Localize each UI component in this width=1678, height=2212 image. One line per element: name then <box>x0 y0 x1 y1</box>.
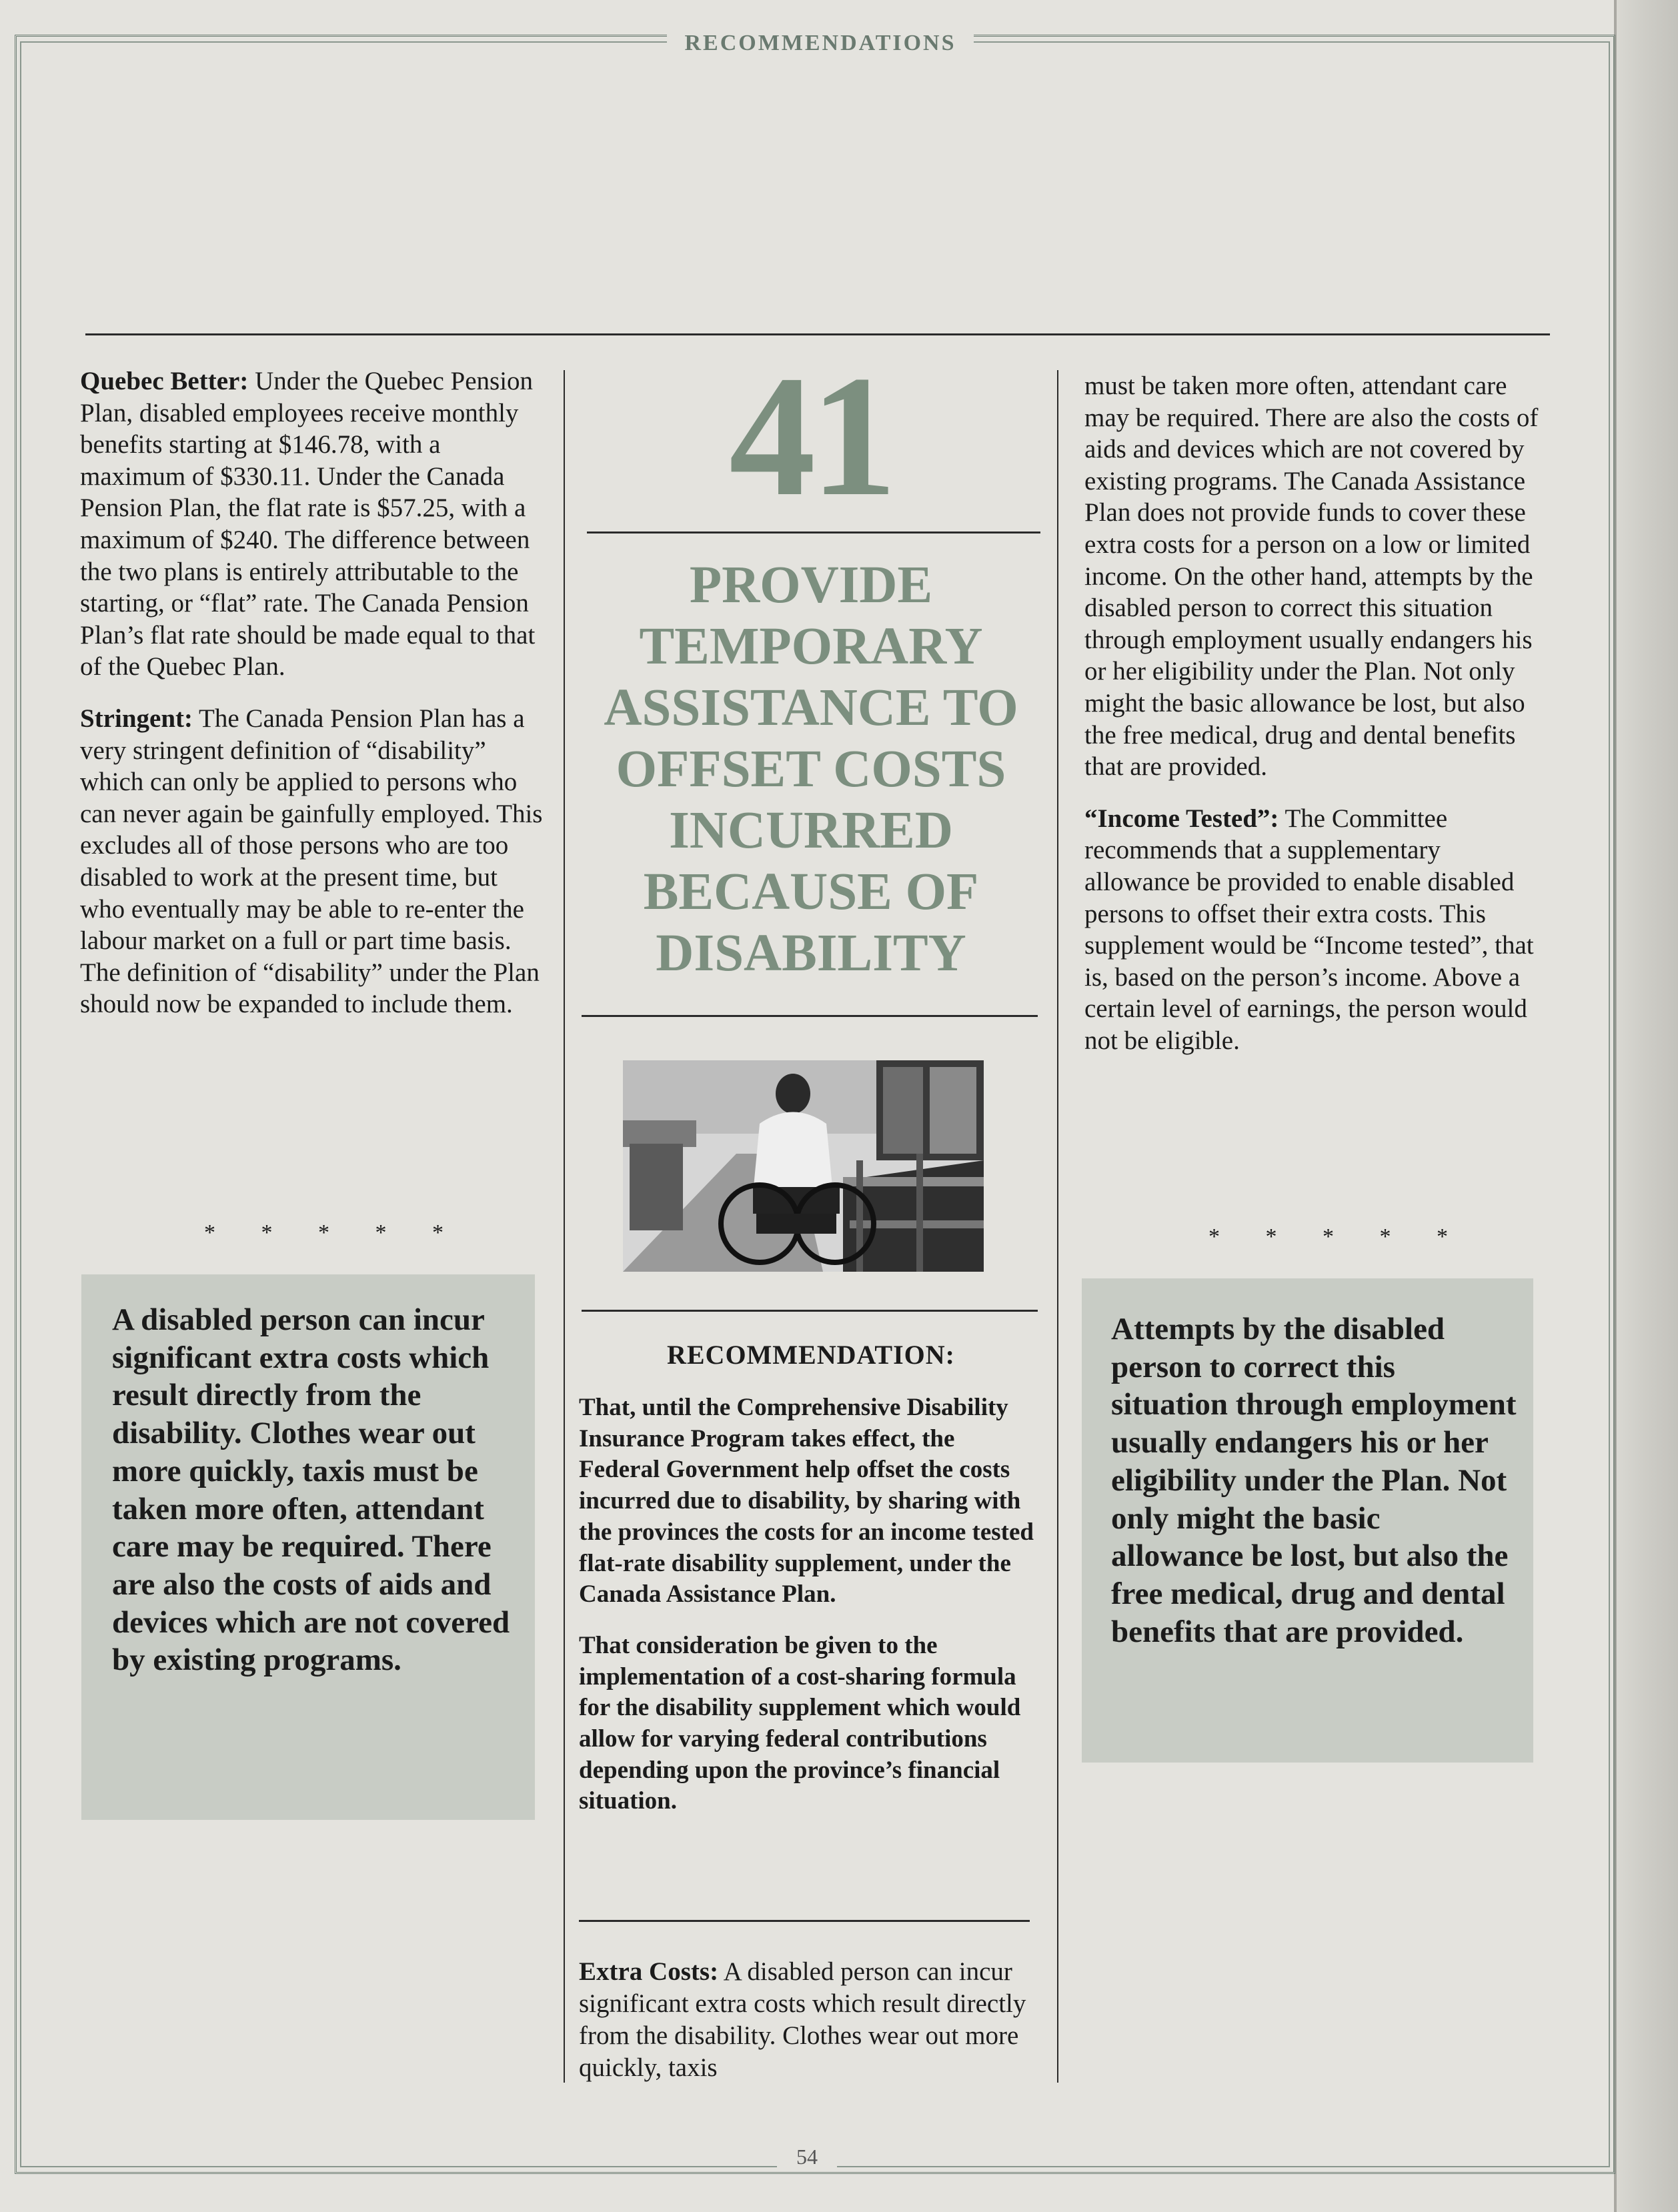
paragraph-continued <box>1084 370 1551 783</box>
paragraph-income-tested <box>1084 803 1551 1057</box>
paragraph-text: Under the Quebec Pension Plan, disabled employees receive monthly benefits starting at $146.78, with a maximum of $330.11. Under the Canada Pension Plan, the flat rate is $57.25, with a maximum of $240. The difference between the two plans is entirely attributable to the starting, or “flat” rate. The Canada Pension Plan’s flat rate should be made equal to that of the Quebec Plan. <box>80 367 536 682</box>
pull-quote-left <box>81 1274 535 1820</box>
running-head: RECOMMENDATIONS <box>667 27 974 60</box>
rule-below-recommendation <box>579 1920 1030 1922</box>
column-divider-right <box>1057 370 1058 2083</box>
column-divider-left <box>564 370 565 2083</box>
paragraph-text: The Committee recommends that a supplementary allowance be provided to enable disabled persons to offset their extra costs. This supplement would be “Income tested”, that is, based on the person’s income. Above a certain level of earnings, the person would not be eligible. <box>1084 804 1534 1055</box>
paragraph-text: The Canada Pension Plan has a very stringent definition of “disability” which can only be applied to persons who can never again be gainfully employed. This excludes all of those persons who are too disabled to work at the present time, but who eventually may be able to re-enter the labour market on a full or part time basis. The definition of “disability” under the Plan should now be expanded to include them. <box>80 704 543 1019</box>
recommendation-body <box>579 1392 1038 1837</box>
recommendation-headline: PROVIDE TEMPORARY ASSISTANCE TO OFFSET COSTS INCURRED BECAUSE OF DISABILITY <box>604 556 1018 982</box>
top-rule <box>85 333 1550 335</box>
wheelchair-photo-image <box>623 1060 984 1272</box>
recommendation-paragraph: That, until the Comprehensive Disability Insurance Program takes effect, the Federal Government help offset the costs incurred due to disability, by sharing with the provinces the costs for an income tested flat-rate disability supplement, under the Canada Assistance Plan. <box>579 1394 1034 1608</box>
wheelchair-photo <box>623 1060 984 1272</box>
paragraph-text: must be taken more often, attendant care may be required. There are also the costs of aids and devices which are not covered by existing programs. The Canada Assistance Plan does not provide funds to cover these extra costs for a person on a low or limited income. On the other hand, attempts by the disabled person to correct this situation through employment usually endangers his or her eligibility under the Plan. Not only might the basic allowance be lost, but also the free medical, drug and dental benefits that are provided. <box>1084 371 1539 782</box>
rule-under-headline <box>582 1015 1038 1017</box>
separator-stars-left: * * * * * <box>204 1220 464 1245</box>
pull-quote-right <box>1082 1278 1533 1763</box>
page-number: 54 <box>777 2142 837 2171</box>
left-column <box>80 365 547 1040</box>
pull-quote-text: A disabled person can incur significant extra costs which result directly from the disability. Clothes wear out more quickly, taxis must be taken more often, attendant care may be required. There are also the costs of aids and devices which are not covered by existing programs. <box>112 1302 510 1678</box>
recommendation-title: RECOMMENDATION: <box>666 1340 955 1370</box>
recommendation-paragraph: That consideration be given to the implementation of a cost-sharing formula for the disability supplement which would allow for varying federal contributions depending upon the province’s financial situation. <box>579 1631 1021 1815</box>
rule-under-number <box>587 531 1040 533</box>
paragraph-lead: “Income Tested”: <box>1084 804 1279 833</box>
right-column <box>1084 370 1551 1076</box>
rule-above-recommendation <box>582 1310 1038 1312</box>
paragraph-lead: Quebec Better: <box>80 367 249 395</box>
paragraph-extra-costs <box>579 1956 1046 2084</box>
paragraph-quebec-better <box>80 365 547 683</box>
book-spine-shadow <box>1617 0 1678 2212</box>
paragraph-stringent <box>80 703 547 1020</box>
separator-stars-right: * * * * * <box>1208 1224 1468 1249</box>
recommendation-number: 41 <box>729 340 892 532</box>
paragraph-lead: Extra Costs: <box>579 1957 719 1986</box>
paragraph-lead: Stringent: <box>80 704 193 733</box>
paragraph-text: A disabled person can incur significant extra costs which result directly from the disability. Clothes wear out more quickly, taxis <box>579 1957 1026 2082</box>
show-through-text <box>527 93 1127 280</box>
pull-quote-text: Attempts by the disabled person to correct this situation through employment usually endangers his or her eligibility under the Plan. Not only might the basic allowance be lost, but also the free medical, drug and dental benefits that are provided. <box>1111 1312 1517 1649</box>
